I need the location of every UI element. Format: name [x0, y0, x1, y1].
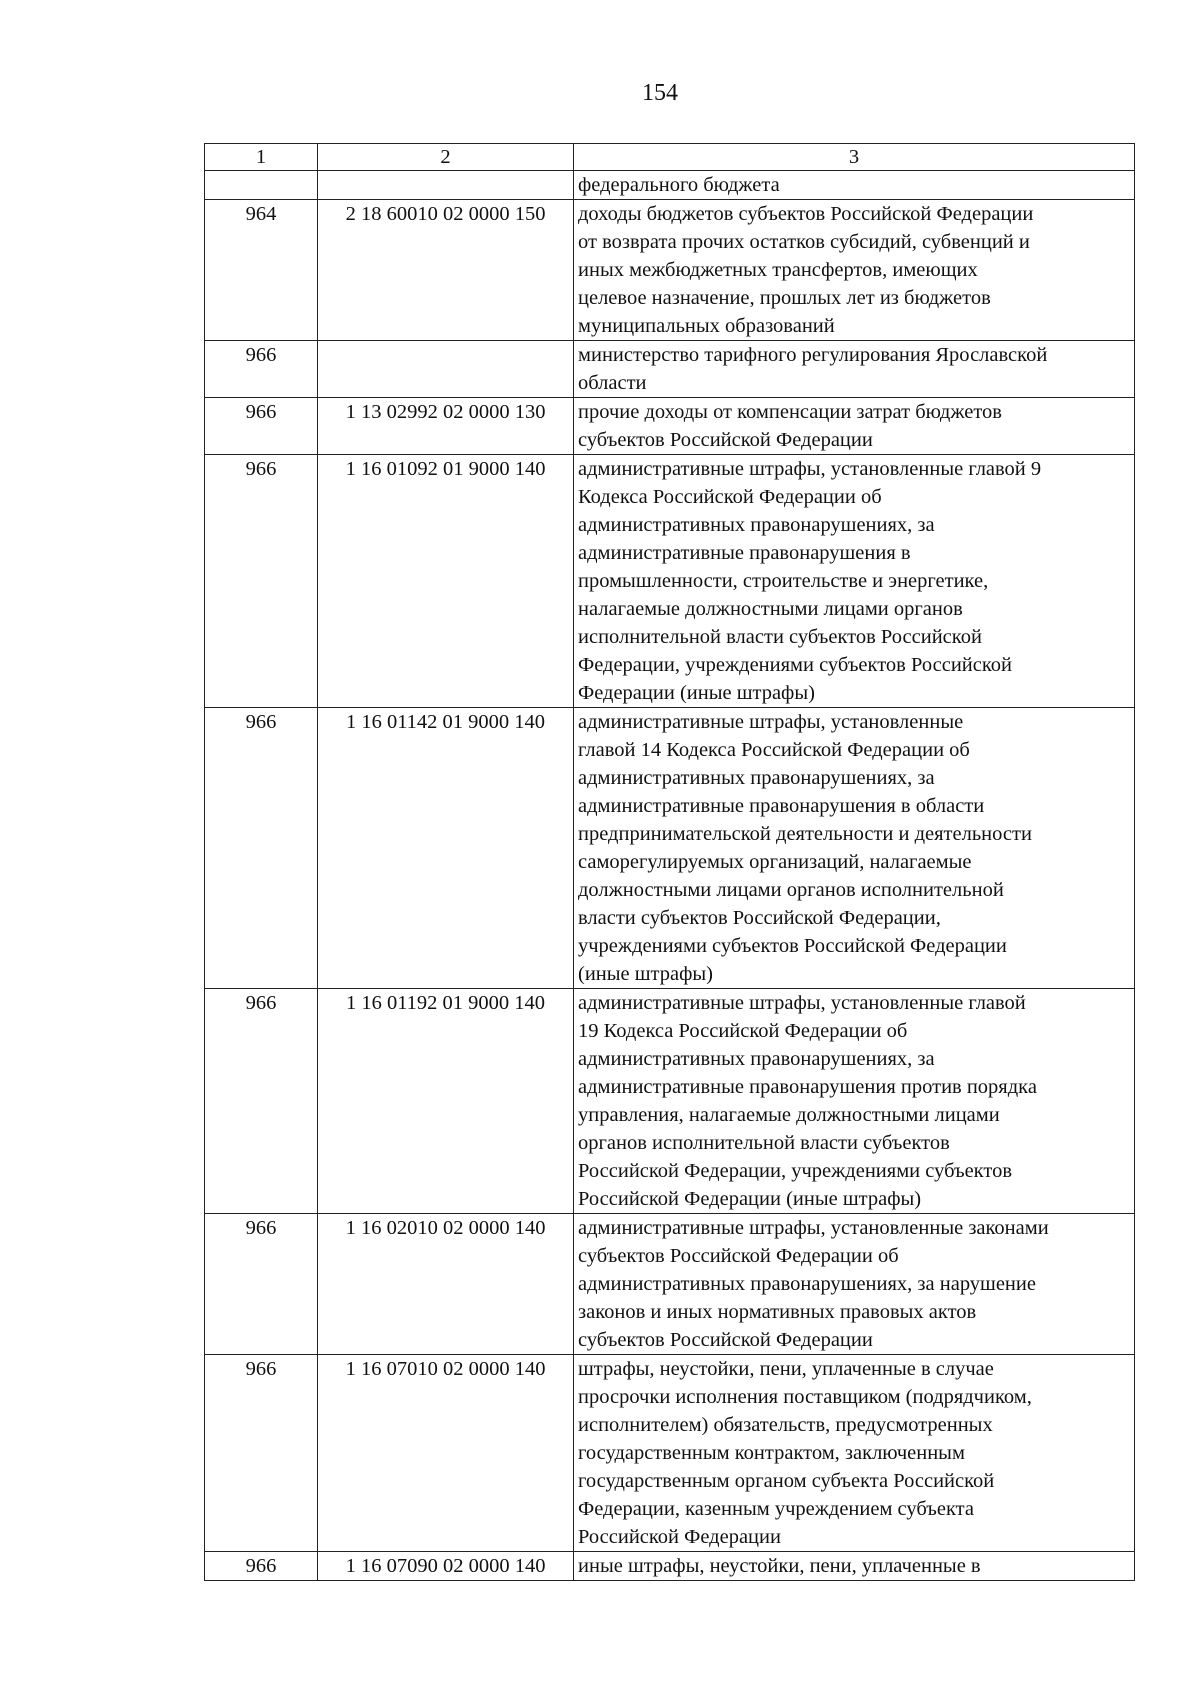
table-row: [205, 341, 1135, 398]
description-line: главой 14 Кодекса Российской Федерации об: [578, 739, 970, 761]
admin-code-cell: 966: [205, 1355, 318, 1552]
description-line: административных правонарушениях, за нарушение: [578, 1273, 1036, 1295]
budget-code-cell: 2 18 60010 02 0000 150: [318, 200, 574, 341]
description-line: административные правонарушения в: [578, 542, 911, 564]
description-line: Федерации, учреждениями субъектов Российской: [578, 654, 1012, 676]
description-line: промышленности, строительстве и энергетике,: [578, 570, 989, 592]
description-line: управления, налагаемые должностными лицами: [578, 1104, 1000, 1126]
description-cell: [574, 455, 1135, 708]
description-line: субъектов Российской Федерации об: [578, 1245, 899, 1267]
description-line: просрочки исполнения поставщиком (подрядчиком,: [578, 1386, 1032, 1408]
admin-code-cell: 966: [205, 398, 318, 455]
table-row: [205, 1552, 1135, 1581]
budget-code-cell: [318, 171, 574, 200]
description-line: Российской Федерации: [578, 1526, 781, 1548]
description-line: налагаемые должностными лицами органов: [578, 598, 963, 620]
table-header-row: [205, 144, 1135, 171]
description-cell: [574, 1214, 1135, 1355]
description-line: исполнительной власти субъектов Российской: [578, 626, 982, 648]
description-line: власти субъектов Российской Федерации,: [578, 907, 941, 929]
admin-code-cell: 966: [205, 1552, 318, 1581]
description-line: исполнителем) обязательств, предусмотренных: [578, 1414, 993, 1436]
budget-code-cell: 1 16 02010 02 0000 140: [318, 1214, 574, 1355]
admin-code-cell: 966: [205, 1214, 318, 1355]
column-header-2: 2: [318, 144, 574, 171]
table-row: [205, 989, 1135, 1214]
table-row: [205, 708, 1135, 989]
column-header-3: 3: [574, 144, 1135, 171]
description-line: административные штрафы, установленные главой 9: [578, 458, 1042, 480]
description-cell: [574, 398, 1135, 455]
description-line: министерство тарифного регулирования Ярославской: [578, 344, 1048, 366]
description-line: государственным органом субъекта Российской: [578, 1470, 995, 1492]
description-line: от возврата прочих остатков субсидий, субвенций и: [578, 231, 1030, 253]
description-line: субъектов Российской Федерации: [578, 1329, 873, 1351]
budget-code-cell: [318, 341, 574, 398]
description-line: (иные штрафы): [578, 963, 713, 985]
description-line: доходы бюджетов субъектов Российской Федерации: [578, 203, 1034, 225]
description-line: административных правонарушениях, за: [578, 514, 935, 536]
description-line: 19 Кодекса Российской Федерации об: [578, 1020, 908, 1042]
description-line: административные правонарушения в области: [578, 795, 985, 817]
description-cell: [574, 708, 1135, 989]
description-line: иных межбюджетных трансфертов, имеющих: [578, 259, 978, 281]
table-row: [205, 171, 1135, 200]
description-line: органов исполнительной власти субъектов: [578, 1132, 950, 1154]
budget-code-cell: 1 16 01142 01 9000 140: [318, 708, 574, 989]
budget-code-cell: 1 13 02992 02 0000 130: [318, 398, 574, 455]
description-line: саморегулируемых организаций, налагаемые: [578, 851, 972, 873]
budget-code-cell: 1 16 01092 01 9000 140: [318, 455, 574, 708]
description-line: административных правонарушениях, за: [578, 767, 935, 789]
description-line: административных правонарушениях, за: [578, 1048, 935, 1070]
description-line: государственным контрактом, заключенным: [578, 1442, 965, 1464]
description-line: иные штрафы, неустойки, пени, уплаченные в: [578, 1555, 981, 1577]
admin-code-cell: 964: [205, 200, 318, 341]
table-row: [205, 398, 1135, 455]
table-row: [205, 1214, 1135, 1355]
description-line: законов и иных нормативных правовых актов: [578, 1301, 977, 1323]
description-line: федерального бюджета: [578, 174, 780, 196]
description-cell: [574, 1355, 1135, 1552]
description-line: Кодекса Российской Федерации об: [578, 486, 882, 508]
description-line: административные штрафы, установленные: [578, 711, 964, 733]
description-line: субъектов Российской Федерации: [578, 429, 873, 451]
description-line: Федерации (иные штрафы): [578, 682, 815, 704]
description-cell: [574, 200, 1135, 341]
description-cell: [574, 989, 1135, 1214]
admin-code-cell: 966: [205, 455, 318, 708]
description-line: Российской Федерации, учреждениями субъектов: [578, 1160, 1012, 1182]
admin-code-cell: 966: [205, 989, 318, 1214]
table-row: [205, 1355, 1135, 1552]
admin-code-cell: 966: [205, 708, 318, 989]
description-line: учреждениями субъектов Российской Федерации: [578, 935, 1007, 957]
budget-code-cell: 1 16 07010 02 0000 140: [318, 1355, 574, 1552]
budget-codes-table: [204, 143, 1135, 1581]
admin-code-cell: 966: [205, 341, 318, 398]
description-line: целевое назначение, прошлых лет из бюджетов: [578, 287, 991, 309]
description-cell: [574, 1552, 1135, 1581]
budget-code-cell: 1 16 07090 02 0000 140: [318, 1552, 574, 1581]
description-line: Федерации, казенным учреждением субъекта: [578, 1498, 974, 1520]
description-line: административные правонарушения против порядка: [578, 1076, 1037, 1098]
description-line: муниципальных образований: [578, 315, 835, 337]
description-line: Российской Федерации (иные штрафы): [578, 1188, 922, 1210]
description-line: прочие доходы от компенсации затрат бюджетов: [578, 401, 1002, 423]
description-line: административные штрафы, установленные главой: [578, 992, 1026, 1014]
column-header-1: 1: [205, 144, 318, 171]
table-row: [205, 200, 1135, 341]
table-row: [205, 455, 1135, 708]
description-line: области: [578, 372, 647, 394]
page-number: 154: [642, 80, 678, 106]
budget-code-cell: 1 16 01192 01 9000 140: [318, 989, 574, 1214]
description-line: административные штрафы, установленные законами: [578, 1217, 1049, 1239]
description-cell: [574, 341, 1135, 398]
description-line: предпринимательской деятельности и деятельности: [578, 823, 1032, 845]
admin-code-cell: [205, 171, 318, 200]
description-line: штрафы, неустойки, пени, уплаченные в случае: [578, 1358, 994, 1380]
description-cell: [574, 171, 1135, 200]
description-line: должностными лицами органов исполнительной: [578, 879, 1004, 901]
